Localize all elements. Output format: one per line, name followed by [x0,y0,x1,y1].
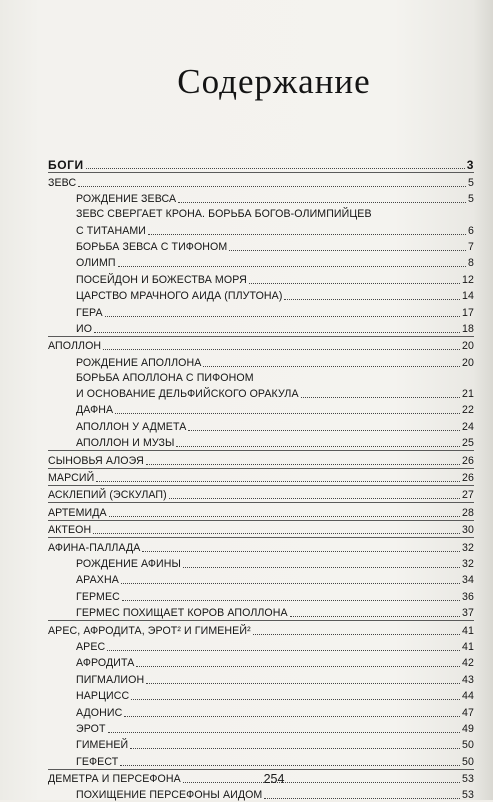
toc-entry-title: АРЕС [76,640,106,653]
toc-subsection [48,587,474,603]
toc-subsection [48,720,474,736]
dot-leader [301,397,460,398]
toc-subsection [48,736,474,752]
toc-entry-page: 50 [462,739,474,752]
toc-entry-page: 26 [462,454,474,467]
dot-leader [131,699,460,700]
dot-leader [108,732,460,733]
toc-entry-page: 41 [462,624,474,637]
toc-entry-page: 37 [462,607,474,620]
toc-entry-page: 47 [462,706,474,719]
toc-entry-page: 25 [462,437,474,450]
toc-entry-page: 20 [462,340,474,353]
toc-subsection [48,670,474,686]
toc-entry-title: ДЕМЕТРА И ПЕРСЕФОНА [48,773,181,786]
toc-section [48,172,474,189]
toc-subsection [48,287,474,303]
toc-entry-page: 27 [462,489,474,502]
toc-subsection [48,638,474,654]
toc-entry-title: АРТЕМИДА [48,506,107,519]
dot-leader [130,748,460,749]
toc-entry-page: 17 [462,306,474,319]
toc-section [48,537,474,554]
toc-entry-title: ЭРОТ [76,722,106,735]
toc-entry-title: БОРЬБА АПОЛЛОНА С ПИФОНОМ [76,371,254,384]
dot-leader [96,481,460,482]
toc-entry-title: РОЖДЕНИЕ ЗЕВСА [76,193,177,206]
dot-leader [203,366,460,367]
toc-entry-title: ГЕРА [76,306,103,319]
dot-leader [188,430,460,431]
toc-entry-page: 32 [462,557,474,570]
toc-section [48,502,474,519]
toc-entry-page: 32 [462,541,474,554]
toc-entry-title: НАРЦИСС [76,690,130,703]
toc-entry-page: 5 [468,176,474,189]
toc-entry-title: АКТЕОН [48,524,92,537]
toc-subsection [48,353,474,369]
toc-section [48,336,474,353]
dot-leader [229,250,466,251]
toc-subsection [48,417,474,433]
toc-subsection [48,654,474,670]
toc-entry-title: АСКЛЕПИЙ (ЭСКУЛАП) [48,489,167,502]
toc-entry-page: 43 [462,673,474,686]
toc-entry-title: АФИНА-ПАЛЛАДА [48,541,141,554]
dot-leader [86,168,465,169]
toc-entry-page: 18 [462,322,474,335]
toc-entry-title: АРАХНА [76,574,119,587]
toc-entry-page: 53 [462,789,474,802]
toc-entry-title: ПИГМАЛИОН [76,673,145,686]
dot-leader [105,316,460,317]
toc-entry-page: 42 [462,657,474,670]
toc-entry-page: 24 [462,420,474,433]
dot-leader [183,567,460,568]
toc-entry-title: АДОНИС [76,706,123,719]
toc-subsection [48,401,474,417]
toc-entry-title: СЫНОВЬЯ АЛОЭЯ [48,454,144,467]
page-number: 254 [263,772,285,786]
toc-entry-title: РОЖДЕНИЕ АФИНЫ [76,557,181,570]
toc-entry-page: 21 [462,388,474,401]
toc-entry-title: ДАФНА [76,404,114,417]
dot-leader [169,498,460,499]
toc-entry-title: ГЕФЕСТ [76,755,119,768]
dot-leader [115,413,460,414]
toc-entry-title: АПОЛЛОН И МУЗЫ [76,437,175,450]
toc-entry-title: ГИМЕНЕЙ [76,739,129,752]
toc-entry-title: АРЕС, АФРОДИТА, ЭРОТ² И ГИМЕНЕЙ² [48,624,251,637]
dot-leader [290,616,460,617]
toc-entry-page: 36 [462,590,474,603]
dot-leader [120,765,460,766]
dot-leader [118,266,466,267]
toc-entry-title: БОРЬБА ЗЕВСА С ТИФОНОМ [76,240,228,253]
toc-subsection [48,320,474,336]
dot-leader [148,234,466,235]
toc-entry-title: АФРОДИТА [76,657,135,670]
dot-leader [124,716,460,717]
dot-leader [94,332,460,333]
toc-entry-title: МАРСИЙ [48,472,95,485]
toc-subsection [48,238,474,254]
toc-entry-page: 3 [466,158,474,173]
toc-entry-title: ИО [76,322,93,335]
toc-entry-page: 14 [462,290,474,303]
dot-leader [136,666,460,667]
dot-leader [109,516,460,517]
dot-leader [122,600,460,601]
table-of-contents [48,156,474,802]
toc-entry-title: ГЕРМЕС [76,590,120,603]
dot-leader [103,349,460,350]
dot-leader [178,202,466,203]
toc-subsection [48,303,474,319]
toc-subsection [48,221,474,237]
toc-section [48,450,474,467]
toc-entry-page: 53 [462,773,474,786]
dot-leader [93,533,460,534]
toc-subsection [48,206,474,221]
toc-subsection [48,270,474,286]
toc-entry-page: 30 [462,524,474,537]
dot-leader [146,683,460,684]
dot-leader [142,551,460,552]
toc-entry-title: ПОХИЩЕНИЕ ПЕРСЕФОНЫ АИДОМ [76,789,263,802]
toc-section [48,620,474,637]
toc-entry-page: 6 [468,224,474,237]
toc-section [48,520,474,537]
dot-leader [146,464,460,465]
dot-leader [78,186,466,187]
dot-leader [121,583,460,584]
toc-entry-title: ЦАРСТВО МРАЧНОГО АИДА (ПЛУТОНА) [76,290,283,303]
toc-section [48,156,474,172]
toc-entry-page: 34 [462,574,474,587]
toc-entry-page: 7 [468,240,474,253]
dot-leader [284,299,460,300]
toc-entry-title: ЗЕВС [48,176,77,189]
toc-entry-title: С ТИТАНАМИ [76,224,147,237]
toc-subsection [48,687,474,703]
dot-leader [253,634,460,635]
toc-entry-title: И ОСНОВАНИЕ ДЕЛЬФИЙСКОГО ОРАКУЛА [76,388,299,401]
dot-leader [176,446,460,447]
toc-entry-page: 22 [462,404,474,417]
toc-entry-page: 49 [462,722,474,735]
toc-subsection [48,571,474,587]
toc-subsection [48,190,474,206]
toc-entry-title: БОГИ [48,158,84,173]
toc-entry-title: АПОЛЛОН У АДМЕТА [76,420,187,433]
toc-subsection [48,370,474,385]
toc-entry-title: ОЛИМП [76,257,116,270]
toc-entry-page: 26 [462,472,474,485]
toc-section [48,485,474,502]
toc-subsection [48,555,474,571]
toc-entry-page: 12 [462,273,474,286]
toc-subsection [48,254,474,270]
toc-entry-title: ГЕРМЕС ПОХИЩАЕТ КОРОВ АПОЛЛОНА [76,607,288,620]
toc-entry-page: 5 [468,193,474,206]
toc-entry-page: 20 [462,356,474,369]
page-title: Содержание [177,62,371,101]
toc-entry-page: 44 [462,690,474,703]
toc-entry-page: 41 [462,640,474,653]
toc-subsection [48,434,474,450]
toc-entry-title: АПОЛЛОН [48,340,102,353]
toc-entry-page: 50 [462,755,474,768]
toc-section [48,468,474,485]
dot-leader [264,798,460,799]
toc-entry-title: ЗЕВС СВЕРГАЕТ КРОНА. БОРЬБА БОГОВ-ОЛИМПИЙЦЕВ [76,208,372,221]
toc-subsection [48,752,474,768]
toc-subsection [48,385,474,401]
toc-entry-title: ПОСЕЙДОН И БОЖЕСТВА МОРЯ [76,273,247,286]
dot-leader [107,650,460,651]
toc-subsection [48,703,474,719]
toc-subsection [48,604,474,620]
dot-leader [249,283,460,284]
toc-entry-title: РОЖДЕНИЕ АПОЛЛОНА [76,356,202,369]
toc-entry-page: 28 [462,506,474,519]
toc-entry-page: 8 [468,257,474,270]
